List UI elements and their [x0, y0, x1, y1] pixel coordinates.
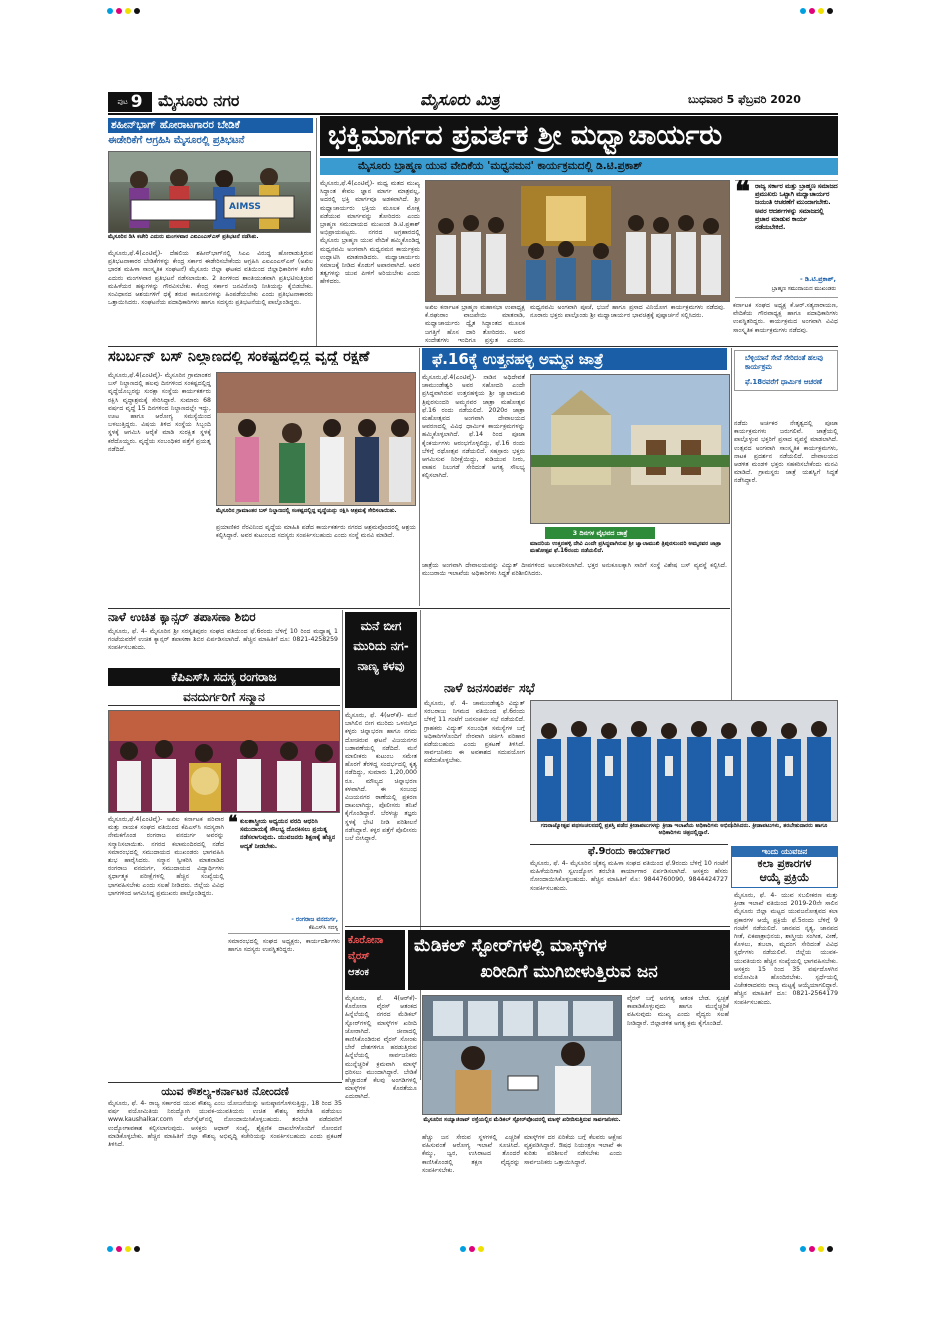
corona-kicker-3: ಆತಂಕ [348, 967, 369, 978]
kpsc-quote-role: ಕೆಪಿಎಸ್‌ಸಿ ಸದಸ್ಯ [308, 925, 338, 931]
theft-headline-1: ಮನೆ ಬೀಗ [360, 619, 402, 633]
shaheen-body: ಮೈಸೂರು,ಫೆ.4(ಎಂಟಿವೈ)- ದೆಹಲಿಯ ಶಹೀನ್‌ಭಾಗ್‌ನಲ್ಲಿ ಸಿಎಎ ವಿರುದ್ಧ ಹೋರಾಡುತ್ತಿರುವ ಪ್ರತಿಭಟನಾಕಾರರ ಬೇಡಿಕೆಗಳನ್ನು ಕೇಂದ್ರ ಸರ್ಕಾರ ಈಡೇರಿಸಬೇಕೆಂದು ಆಗ್ರಹಿಸಿ ಎಐಎಂಎಸ್‌ಎಸ್ (ಅಖಿಲ ಭಾರತ ಮಹಿಳಾ ಸಾಂಸ್ಕೃತಿಕ ಸಂಘಟನೆ) ಮೈಸೂರು ಜಿಲ್ಲಾ ಘಟಕದ ವತಿಯಿಂದ ಜಿಲ್ಲಾಧಿಕಾರಿಗಳ ಕಚೇರಿ ಎದುರು ಮಂಗಳವಾರ ಪ್ರತಿಭಟನೆ ನಡೆಸಲಾಯಿತು. 2 ತಿಂಗಳಿಂದ ಶಾಂತಿಯುತವಾಗಿ ಪ್ರತಿಭಟಿಸುತ್ತಿರುವ ಮಹಿಳೆಯರ ಹಕ್ಕುಗಳನ್ನು ಗೌರವಿಸಬೇಕು. ಕೇಂದ್ರ ಸರ್ಕಾರ ಜನವಿರೋಧಿ ನೀತಿಯನ್ನು ಕೈಬಿಡಬೇಕು. ಸಂವಿಧಾನದ ಆಶಯಗಳಿಗೆ ಧಕ್ಕೆ ತರುವ ಕಾನೂನುಗಳನ್ನು ಹಿಂಪಡೆಯಬೇಕು ಎಂದು ಪ್ರತಿಭಟನಾಕಾರರು ಒತ್ತಾಯಿಸಿದರು. ಸಂಘಟನೆಯ ಪದಾಧಿಕಾರಿಗಳು ಹಾಗೂ ಸದಸ್ಯರು ಪ್ರತಿಭಟನೆಯಲ್ಲಿ ಪಾಲ್ಗೊಂಡಿದ್ದರು. [108, 250, 313, 307]
kala-headline-2: ಆಯ್ಕೆ ಪ್ರಕ್ರಿಯೆ [759, 871, 810, 884]
kala-box [731, 846, 838, 888]
medical-store-photo [422, 995, 622, 1115]
jatre-photo-tag: 3 ದಿನಗಳ ವೈಭವದ ಜಾತ್ರೆ [545, 527, 655, 539]
sidebar-bullet-2: ಫೆ.18ರವರೆಗೆ ಧಾರ್ಮಿಕ ಆಚರಣೆ [745, 378, 822, 386]
quote-mark-icon: ❝ [228, 812, 238, 833]
kpsc-headline-1: ಕೆಪಿಎಸ್‌ಸಿ ಸದಸ್ಯ ರಂಗರಾಜ [108, 668, 340, 686]
corona-headline-2: ಖರೀದಿಗೆ ಮುಗಿಬೀಳುತ್ತಿರುವ ಜನ [480, 962, 658, 982]
theft-body: ಮೈಸೂರು, ಫೆ. 4(ಆರ್‌ಕೆ)- ಮನೆ ಬಾಗಿಲಿನ ಬೀಗ ಮುರಿದು ಒಳನುಗ್ಗಿದ ಕಳ್ಳರು ಚಿನ್ನಾಭರಣ ಹಾಗೂ ನಗದು ದೋಚಿರುವ ಘಟನೆ ವಿಜಯನಗರ ಬಡಾವಣೆಯಲ್ಲಿ ನಡೆದಿದೆ. ಮನೆ ಮಾಲೀಕರು ಕುಟುಂಬ ಸಮೇತ ಹೊರಗೆ ತೆರಳಿದ್ದ ಸಂದರ್ಭದಲ್ಲಿ ಕೃತ್ಯ ನಡೆದಿದ್ದು, ಸುಮಾರು 1,20,000 ರೂ. ಮೌಲ್ಯದ ಚಿನ್ನಾಭರಣ ಕಳವಾಗಿದೆ. ಈ ಸಂಬಂಧ ವಿಜಯನಗರ ಠಾಣೆಯಲ್ಲಿ ಪ್ರಕರಣ ದಾಖಲಾಗಿದ್ದು, ಪೊಲೀಸರು ತನಿಖೆ ಕೈಗೊಂಡಿದ್ದಾರೆ. ಬೆರಳಚ್ಚು ತಜ್ಞರು ಸ್ಥಳಕ್ಕೆ ಭೇಟಿ ನೀಡಿ ಪರಿಶೀಲನೆ ನಡೆಸಿದ್ದಾರೆ. ಕಳ್ಳರ ಪತ್ತೆಗೆ ಪೊಲೀಸರು ಬಲೆ ಬೀಸಿದ್ದಾರೆ. [345, 712, 417, 843]
suburban-photo-art [217, 373, 416, 506]
corona-caption: ಮೈಸೂರಿನ ಸಯ್ಯಾಜಿರಾವ್ ರಸ್ತೆಯಲ್ಲಿನ ಮೆಡಿಕಲ್ ಸ್ಟೋರ್‌ವೊಂದರಲ್ಲಿ ಮಾಸ್ಕ್ ಖರೀದಿಸುತ್ತಿರುವ ಸಾರ್ವಜನಿಕರು. [423, 1117, 621, 1123]
suburban-caption: ಮೈಸೂರಿನ ಗ್ರಾಮಾಂತರ ಬಸ್ ನಿಲ್ದಾಣದಲ್ಲಿ ಸಂಕಷ್ಟದಲ್ಲಿದ್ದ ವೃದ್ಧೆಯನ್ನು ರಕ್ಷಿಸಿ ಆಶ್ರಮಕ್ಕೆ ಸೇರಿಸಲಾಯಿತು. [216, 508, 397, 514]
madhwa-group-photo [425, 180, 730, 302]
registration-dot [134, 8, 140, 14]
registration-dot [818, 8, 824, 14]
page-label: ಪುಟ [117, 97, 128, 106]
kpsc-body: ಮೈಸೂರು,ಫೆ.4(ಎಂಟಿವೈ)- ಅಖಿಲ ಕರ್ನಾಟಕ ಪರಿವಾರ ಮತ್ತು ನಾಯಕ ಸಂಘದ ವತಿಯಿಂದ ಕೆಪಿಎಸ್‌ಸಿ ಸದಸ್ಯರಾಗಿ ನೇಮಕಗೊಂಡ ರಂಗರಾಜ ವನದುರ್ಗ ಅವರನ್ನು ಸನ್ಮಾನಿಸಲಾಯಿತು. ನಗರದ ಕಲಾಮಂದಿರದಲ್ಲಿ ನಡೆದ ಸಮಾರಂಭದಲ್ಲಿ ಸಮುದಾಯದ ಮುಖಂಡರು ಭಾಗವಹಿಸಿ ಶುಭ ಹಾರೈಸಿದರು. ಸನ್ಮಾನ ಸ್ವೀಕರಿಸಿ ಮಾತನಾಡಿದ ರಂಗರಾಜ ವನದುರ್ಗ, ಸಮುದಾಯದ ವಿದ್ಯಾರ್ಥಿಗಳು ಸ್ಪರ್ಧಾತ್ಮಕ ಪರೀಕ್ಷೆಗಳಲ್ಲಿ ಹೆಚ್ಚಿನ ಸಂಖ್ಯೆಯಲ್ಲಿ ಭಾಗವಹಿಸಬೇಕು ಎಂದು ಸಲಹೆ ನೀಡಿದರು. ಜಿಲ್ಲೆಯ ವಿವಿಧ ಭಾಗಗಳಿಂದ ಆಗಮಿಸಿದ್ದ ಪ್ರಮುಖರು ಪಾಲ್ಗೊಂಡಿದ್ದರು. [108, 816, 224, 897]
kala-headline-1: ಕಲಾ ಪ್ರಕಾರಗಳ [757, 857, 812, 870]
yuva-body: ಮೈಸೂರು, ಫೆ. 4- ರಾಜ್ಯ ಸರ್ಕಾರದ ಯುವ ಕೌಶಲ್ಯ ಎಂಬ ಯೋಜನೆಯನ್ನು ಅನುಷ್ಠಾನಗೊಳಿಸುತ್ತಿದ್ದು, 18 ರಿಂದ 35 ವರ್ಷ ವಯೋಮಿತಿಯ ನಿರುದ್ಯೋಗಿ ಯುವಕ-ಯುವತಿಯರು ಉಚಿತ ಕೌಶಲ್ಯ ತರಬೇತಿ ಪಡೆಯಲು www.kaushalkar.com ವೆಬ್‌ಸೈಟ್‌ನಲ್ಲಿ ನೋಂದಾಯಿಸಿಕೊಳ್ಳಬಹುದು. ತರಬೇತಿ ಪಡೆದವರಿಗೆ ಉದ್ಯೋಗಾವಕಾಶ ಕಲ್ಪಿಸಲಾಗುವುದು. ಆಸಕ್ತರು ಆಧಾರ್ ಸಂಖ್ಯೆ, ಶೈಕ್ಷಣಿಕ ದಾಖಲೆಗಳೊಂದಿಗೆ ನೋಂದಣಿ ಮಾಡಿಕೊಳ್ಳಬೇಕು. ಹೆಚ್ಚಿನ ಮಾಹಿತಿಗೆ ಜಿಲ್ಲಾ ಕೌಶಲ್ಯ ಅಭಿವೃದ್ಧಿ ಕಚೇರಿಯನ್ನು ಸಂಪರ್ಕಿಸಬಹುದು ಎಂದು ಪ್ರಕಟಣೆ ತಿಳಿಸಿದೆ. [108, 1100, 342, 1149]
sports-team-photo-art [531, 701, 838, 822]
section-rule [108, 1082, 342, 1083]
registration-dot [125, 1246, 131, 1252]
section-rule [345, 926, 730, 927]
kpsc-headline-2: ವನದುರ್ಗರಿಗೆ ಸನ್ಮಾನ [108, 688, 340, 706]
column-divider [342, 610, 343, 1080]
shaheen-headline-1: ಶಹೀನ್‌ಭಾಗ್ ಹೋರಾಟಗಾರರ ಬೇಡಿಕೆ [108, 118, 313, 133]
banner-text: AIMSS [229, 202, 261, 212]
madhwa-body-3: ಮಧ್ವನವಮಿ ಅಂಗವಾಗಿ ಪೂಜೆ, ಭಜನೆ ಹಾಗೂ ಪ್ರಸಾದ ವಿನಿಯೋಗ ಕಾರ್ಯಕ್ರಮಗಳು ನಡೆದವು. ನೂರಾರು ಭಕ್ತರು ಪಾಲ್ಗೊಂಡು ಶ್ರೀ ಮಧ್ವಾಚಾರ್ಯರ ಭಾವಚಿತ್ರಕ್ಕೆ ಪುಷ್ಪಾರ್ಚನೆ ಸಲ್ಲಿಸಿದರು. [530, 304, 725, 320]
page-number-badge [108, 92, 152, 112]
registration-dot [125, 8, 131, 14]
feb9-body: ಮೈಸೂರು, ಫೆ. 4- ಮೈಸೂರಿನ ಚೈತನ್ಯ ಮಹಿಳಾ ಸಂಘದ ವತಿಯಿಂದ ಫೆ.9ರಂದು ಬೆಳಿಗ್ಗೆ 10 ಗಂಟೆಗೆ ಮಹಿಳೆಯರಿಗಾಗಿ ಸ್ವಉದ್ಯೋಗ ತರಬೇತಿ ಕಾರ್ಯಾಗಾರ ಏರ್ಪಡಿಸಲಾಗಿದೆ. ಆಸಕ್ತರು ಹೆಸರು ನೋಂದಾಯಿಸಿಕೊಳ್ಳಬಹುದು. ಹೆಚ್ಚಿನ ಮಾಹಿತಿಗೆ ಮೊ: 9844760090, 9844424727 ಸಂಪರ್ಕಿಸಬಹುದು. [530, 860, 728, 892]
registration-dot [800, 8, 806, 14]
suburban-photo [216, 372, 416, 506]
registration-dot [107, 8, 113, 14]
corona-body: ಮೈಸೂರು, ಫೆ. 4(ಆರ್‌ಕೆ)- ಕೊರೋನಾ ವೈರಸ್ ಆತಂಕದ ಹಿನ್ನೆಲೆಯಲ್ಲಿ ನಗರದ ಮೆಡಿಕಲ್ ಸ್ಟೋರ್‌ಗಳಲ್ಲಿ ಮಾಸ್ಕ್‌ಗಳ ಖರೀದಿ ಜೋರಾಗಿದೆ. ಚೀನಾದಲ್ಲಿ ಕಾಣಿಸಿಕೊಂಡಿರುವ ವೈರಸ್ ಸೋಂಕು ಬೇರೆ ದೇಶಗಳಿಗೂ ಹರಡುತ್ತಿರುವ ಹಿನ್ನೆಲೆಯಲ್ಲಿ ಸಾರ್ವಜನಿಕರು ಮುನ್ನೆಚ್ಚರಿಕೆ ಕ್ರಮವಾಗಿ ಮಾಸ್ಕ್ ಧರಿಸಲು ಮುಂದಾಗಿದ್ದಾರೆ. ಬೇಡಿಕೆ ಹೆಚ್ಚಾದಂತೆ ಕೆಲವು ಅಂಗಡಿಗಳಲ್ಲಿ ಮಾಸ್ಕ್‌ಗಳ ಕೊರತೆಯೂ ಎದುರಾಗಿದೆ. [345, 995, 417, 1101]
madhwa-subhead: ಮೈಸೂರು ಬ್ರಾಹ್ಮಣ ಯುವ ವೇದಿಕೆಯ 'ಮಧ್ವನಮನ' ಕಾರ್ಯಕ್ರಮದಲ್ಲಿ ಡಿ.ಟಿ.ಪ್ರಕಾಶ್ [320, 158, 838, 175]
jatre-body-2: ಜಾತ್ರೆಯ ಅಂಗವಾಗಿ ದೇವಾಲಯವನ್ನು ವಿದ್ಯುತ್ ದೀಪಗಳಿಂದ ಅಲಂಕರಿಸಲಾಗಿದೆ. ಭಕ್ತರ ಅನುಕೂಲಕ್ಕಾಗಿ ಸಾರಿಗೆ ಸಂಸ್ಥೆ ವಿಶೇಷ ಬಸ್ ವ್ಯವಸ್ಥೆ ಕಲ್ಪಿಸಿದೆ. ಮುಜರಾಯಿ ಇಲಾಖೆಯ ಅಧಿಕಾರಿಗಳು ಸಿದ್ಧತೆ ಪರಿಶೀಲಿಸಿದರು. [422, 562, 727, 578]
madhwa-body-2: ಅಖಿಲ ಕರ್ನಾಟಕ ಬ್ರಾಹ್ಮಣ ಮಹಾಸಭಾ ಉಪಾಧ್ಯಕ್ಷ ಕೆ.ರಘುರಾಂ ವಾಜಪೇಯಿ ಮಾತನಾಡಿ, ಮಧ್ವಾಚಾರ್ಯರು ದ್ವೈತ ಸಿದ್ಧಾಂತದ ಮೂಲಕ ಜಗತ್ತಿಗೆ ಹೊಸ ದಾರಿ ತೋರಿದರು. ಅವರ ಸಂದೇಶಗಳು ಇಂದಿಗೂ ಪ್ರಸ್ತುತ ಎಂದರು. [425, 304, 525, 344]
registration-dot [460, 1246, 466, 1252]
section-rule [108, 346, 838, 347]
issue-date: ಬುಧವಾರ 5 ಫೆಬ್ರವರಿ 2020 [688, 93, 801, 106]
sidebar-bullets [734, 350, 838, 391]
jatre-headline: ಫೆ.16ಕ್ಕೆ ಉತ್ತನಹಳ್ಳಿ ಅಮ್ಮನ ಜಾತ್ರೆ [422, 348, 727, 370]
registration-dot [469, 1246, 475, 1252]
registration-dot [116, 1246, 122, 1252]
registration-dot [827, 8, 833, 14]
theft-headline-3: ನಾಣ್ಯ ಕಳವು [357, 659, 405, 673]
column-divider [316, 118, 317, 346]
corona-headline-box [408, 930, 730, 990]
madhwa-pullquote: ರಾಜ್ಯ ಸರ್ಕಾರ ಮತ್ತು ಬ್ರಾಹ್ಮಣ ಸಮಾಜದ ಪ್ರಮುಖರು ಒಟ್ಟಾಗಿ ಮಧ್ವಾಚಾರ್ಯರ ಜಯಂತಿ ಆಚರಣೆಗೆ ಮುಂದಾಗಬೇಕು. ಅವರ ಆದರ್ಶಗಳನ್ನು ಸಮಾಜದಲ್ಲಿ ಪ್ರಚಾರ ಮಾಡುವ ಕಾರ್ಯ ನಡೆಯಬೇಕಿದೆ. [755, 183, 838, 232]
cancer-headline: ನಾಳೆ ಉಚಿತ ಕ್ಯಾನ್ಸರ್ ತಪಾಸಣಾ ಶಿಬಿರ [108, 610, 256, 624]
kala-body: ಮೈಸೂರು, ಫೆ. 4- ಯುವ ಸಬಲೀಕರಣ ಮತ್ತು ಕ್ರೀಡಾ ಇಲಾಖೆ ವತಿಯಿಂದ 2019-20ನೇ ಸಾಲಿನ ಮೈಸೂರು ಜಿಲ್ಲಾ ಮಟ್ಟದ ಯುವಜನೋತ್ಸವದ ಕಲಾ ಪ್ರಕಾರಗಳ ಆಯ್ಕೆ ಪ್ರಕ್ರಿಯೆ ಫೆ.5ರಂದು ಬೆಳಿಗ್ಗೆ 9 ಗಂಟೆಗೆ ನಡೆಯಲಿದೆ. ಜಾನಪದ ನೃತ್ಯ, ಜಾನಪದ ಗೀತೆ, ಏಕಪಾತ್ರಾಭಿನಯ, ಶಾಸ್ತ್ರೀಯ ಸಂಗೀತ, ವೀಣೆ, ಕೊಳಲು, ತಬಲಾ, ಮೃದಂಗ ಸೇರಿದಂತೆ ವಿವಿಧ ಸ್ಪರ್ಧೆಗಳು ನಡೆಯಲಿವೆ. ಜಿಲ್ಲೆಯ ಯುವಕ-ಯುವತಿಯರು ಹೆಚ್ಚಿನ ಸಂಖ್ಯೆಯಲ್ಲಿ ಭಾಗವಹಿಸಬೇಕು. ಆಸಕ್ತರು 15 ರಿಂದ 35 ವರ್ಷದೊಳಗಿನ ವಯೋಮಿತಿ ಹೊಂದಿರಬೇಕು. ಸ್ಪರ್ಧೆಯಲ್ಲಿ ವಿಜೇತರಾದವರು ರಾಜ್ಯ ಮಟ್ಟಕ್ಕೆ ಆಯ್ಕೆಯಾಗಲಿದ್ದಾರೆ. ಹೆಚ್ಚಿನ ಮಾಹಿತಿಗೆ ದೂ: 0821-2564179 ಸಂಪರ್ಕಿಸಬಹುದು. [734, 892, 838, 1006]
corona-body-4: ವೈರಸ್ ಬಗ್ಗೆ ಅನಗತ್ಯ ಆತಂಕ ಬೇಡ. ಸ್ವಚ್ಛತೆ ಕಾಪಾಡಿಕೊಳ್ಳುವುದು ಹಾಗೂ ಮುನ್ನೆಚ್ಚರಿಕೆ ವಹಿಸುವುದು ಮುಖ್ಯ ಎಂದು ವೈದ್ಯರು ಸಲಹೆ ನೀಡಿದ್ದಾರೆ. ಜಿಲ್ಲಾಡಳಿತ ಅಗತ್ಯ ಕ್ರಮ ಕೈಗೊಂಡಿದೆ. [627, 995, 729, 1027]
registration-dot [134, 1246, 140, 1252]
sports-caption: ಗಣರಾಜ್ಯೋತ್ಸವ ಪಥಸಂಚಲನದಲ್ಲಿ ಪ್ರಶಸ್ತಿ ಪಡೆದ ಕ್ರೀಡಾಪಟುಗಳನ್ನು ಕ್ರೀಡಾ ಇಲಾಖೆಯ ಅಧಿಕಾರಿಗಳು ಅಭಿನಂದಿಸಿದರು. ಕ್ರೀಡಾಪಟುಗಳು, ತರಬೇತುದಾರರು ಹಾಗೂ ಅಧಿಕಾರಿಗಳು ಚಿತ್ರದಲ್ಲಿದ್ದಾರೆ. [540, 823, 828, 836]
protest-photo [108, 151, 311, 233]
section-rule [108, 608, 730, 609]
madhwa-group-photo-art [426, 181, 730, 302]
theft-headline-box [345, 612, 417, 708]
paper-logo: ಮೈಸೂರು ಮಿತ್ರ [420, 90, 500, 109]
corona-headline-1: ಮೆಡಿಕಲ್ ಸ್ಟೋರ್‌ಗಳಲ್ಲಿ ಮಾಸ್ಕ್‌ಗಳ [414, 936, 607, 956]
quote-mark-icon: ❝ [735, 175, 751, 208]
registration-dot [809, 8, 815, 14]
corona-kicker-2: ವೈರಸ್ [348, 951, 370, 962]
masthead-rule [108, 113, 838, 115]
medical-store-photo-art [423, 996, 622, 1115]
suburban-body: ಮೈಸೂರು,ಫೆ.4(ಎಂಟಿವೈ)- ಮೈಸೂರಿನ ಗ್ರಾಮಾಂತರ ಬಸ್ ನಿಲ್ದಾಣದಲ್ಲಿ ಹಲವು ದಿನಗಳಿಂದ ಸಂಕಷ್ಟದಲ್ಲಿದ್ದ ವೃದ್ಧೆಯೊಬ್ಬರನ್ನು ಸುರಕ್ಷಾ ಸಂಸ್ಥೆಯ ಕಾರ್ಯಕರ್ತರು ರಕ್ಷಿಸಿ ವೃದ್ಧಾಶ್ರಮಕ್ಕೆ ಸೇರಿಸಿದ್ದಾರೆ. ಸುಮಾರು 68 ವರ್ಷದ ವೃದ್ಧೆ 15 ದಿನಗಳಿಂದ ನಿಲ್ದಾಣದಲ್ಲೇ ಇದ್ದು, ಊಟ ಹಾಗೂ ಆರೋಗ್ಯ ಸಮಸ್ಯೆಯಿಂದ ಬಳಲುತ್ತಿದ್ದರು. ವಿಷಯ ತಿಳಿದ ಸಂಸ್ಥೆಯ ಸಿಬ್ಬಂದಿ ಸ್ಥಳಕ್ಕೆ ಆಗಮಿಸಿ ಆರೈಕೆ ಮಾಡಿ ಸುರಕ್ಷಿತ ಸ್ಥಳಕ್ಕೆ ಕರೆದೊಯ್ದರು. ವೃದ್ಧೆಯ ಸಂಬಂಧಿಕರ ಪತ್ತೆಗೆ ಪ್ರಯತ್ನ ನಡೆದಿದೆ. [108, 372, 211, 453]
column-divider [420, 610, 421, 1080]
temple-photo-art [531, 375, 730, 524]
sidebar-bullet-1: ಬೆಳ್ಳಿಯಾನೆ ಸೇವೆ ಸೇರಿದಂತೆ ಹಲವು ಕಾರ್ಯಕ್ರಮ [745, 354, 823, 371]
shaheen-headline-2: ಈಡೇರಿಕೆಗೆ ಆಗ್ರಹಿಸಿ ಮೈಸೂರಲ್ಲಿ ಪ್ರತಿಭಟನೆ [108, 135, 245, 146]
registration-dot [800, 1246, 806, 1252]
registration-dot [818, 1246, 824, 1252]
kpsc-body-2: ಸಮಾರಂಭದಲ್ಲಿ ಸಂಘದ ಅಧ್ಯಕ್ಷರು, ಕಾರ್ಯದರ್ಶಿಗಳು ಹಾಗೂ ಸದಸ್ಯರು ಉಪಸ್ಥಿತರಿದ್ದರು. [228, 938, 340, 954]
corona-body-3: ಮಾಸ್ಕ್‌ಗಳ ದರ ಏರಿಕೆಯ ಬಗ್ಗೆ ಕೆಲವರು ಆಕ್ಷೇಪ ವ್ಯಕ್ತಪಡಿಸಿದ್ದಾರೆ. ಔಷಧ ನಿಯಂತ್ರಣ ಇಲಾಖೆ ಈ ಕುರಿತು ಪರಿಶೀಲನೆ ನಡೆಸಬೇಕು ಎಂದು ಸಾರ್ವಜನಿಕರು ಒತ್ತಾಯಿಸಿದ್ದಾರೆ. [524, 1134, 622, 1166]
corona-kicker-1: ಕೊರೋನಾ [348, 935, 384, 946]
kpsc-pullquote-box [228, 812, 340, 934]
janasamparka-headline: ನಾಳೆ ಜನಸಂಪರ್ಕ ಸಭೆ [444, 680, 535, 695]
shaheen-caption: ಮೈಸೂರಿನ ಡಿಸಿ ಕಚೇರಿ ಎದುರು ಮಂಗಳವಾರ ಎಐಎಂಎಸ್‌ಎಸ್ ಪ್ರತಿಭಟನೆ ನಡೆಸಿತು. [108, 234, 259, 240]
jatre-caption: ಮಾದರಿಯ ಉತ್ತನಹಳ್ಳಿ ದೇವಿ ಎಂದೇ ಪ್ರಸಿದ್ಧವಾಗಿರುವ ಶ್ರೀ ಜ್ವಾಲಾಮುಖಿ ತ್ರಿಪುರಸುಂದರಿ ಅಮ್ಮನವರ ಜಾತ್ರಾ ಮಹೋತ್ಸವ ಫೆ.16ರಂದು ನಡೆಯಲಿದೆ. [530, 541, 722, 554]
sports-team-photo [530, 700, 838, 822]
temple-photo [530, 374, 730, 524]
corona-kicker-box [345, 930, 405, 990]
registration-dot [107, 1246, 113, 1252]
kala-kicker: ಇಂದು ಯುವಜನ [732, 847, 837, 857]
registration-dot [827, 1246, 833, 1252]
cancer-body: ಮೈಸೂರು, ಫೆ. 4- ಮೈಸೂರಿನ ಶ್ರೀ ಸರಸ್ವತಿಪುರಂ ಸಂಘದ ವತಿಯಿಂದ ಫೆ.6ರಂದು ಬೆಳಿಗ್ಗೆ 10 ರಿಂದ ಮಧ್ಯಾಹ್ನ 1 ಗಂಟೆಯವರೆಗೆ ಉಚಿತ ಕ್ಯಾನ್ಸರ್ ತಪಾಸಣಾ ಶಿಬಿರ ಏರ್ಪಡಿಸಲಾಗಿದೆ. ಹೆಚ್ಚಿನ ಮಾಹಿತಿಗೆ ದೂ: 0821-4258259 ಸಂಪರ್ಕಿಸಬಹುದು. [108, 628, 338, 652]
yuva-headline: ಯುವ ಕೌಶಲ್ಯ-ಕರ್ನಾಟಕ ನೋಂದಣಿ [161, 1085, 289, 1098]
janasamparka-body: ಮೈಸೂರು, ಫೆ. 4- ಚಾಮುಂಡೇಶ್ವರಿ ವಿದ್ಯುತ್ ಸರಬರಾಜು ನಿಗಮದ ವತಿಯಿಂದ ಫೆ.6ರಂದು ಬೆಳಿಗ್ಗೆ 11 ಗಂಟೆಗೆ ಜನಸಂಪರ್ಕ ಸಭೆ ನಡೆಯಲಿದೆ. ಗ್ರಾಹಕರು ವಿದ್ಯುತ್ ಸಂಬಂಧಿತ ಸಮಸ್ಯೆಗಳ ಬಗ್ಗೆ ಅಧಿಕಾರಿಗಳೊಂದಿಗೆ ನೇರವಾಗಿ ಚರ್ಚಿಸಿ ಪರಿಹಾರ ಪಡೆಯಬಹುದು ಎಂದು ಪ್ರಕಟಣೆ ತಿಳಿಸಿದೆ. ಸಾರ್ವಜನಿಕರು ಈ ಅವಕಾಶದ ಸದುಪಯೋಗ ಪಡೆದುಕೊಳ್ಳಬೇಕು. [424, 700, 525, 765]
sidebar-body: ನಡೆದು ಅರ್ಚಕರ ನೇತೃತ್ವದಲ್ಲಿ ಪೂಜಾ ಕಾರ್ಯಕ್ರಮಗಳು ಜರುಗಲಿವೆ. ಜಾತ್ರೆಯಲ್ಲಿ ಪಾಲ್ಗೊಳ್ಳುವ ಭಕ್ತರಿಗೆ ಪ್ರಸಾದ ವ್ಯವಸ್ಥೆ ಮಾಡಲಾಗಿದೆ. ಉತ್ಸವದ ಅಂಗವಾಗಿ ಸಾಂಸ್ಕೃತಿಕ ಕಾರ್ಯಕ್ರಮಗಳು, ನಾಟಕ ಪ್ರದರ್ಶನ ನಡೆಯಲಿದೆ. ದೇವಾಲಯದ ಆಡಳಿತ ಮಂಡಳಿ ಭಕ್ತರು ಸಹಕರಿಸಬೇಕೆಂದು ಮನವಿ ಮಾಡಿದೆ. ಗ್ರಾಮಸ್ಥರು ಜಾತ್ರೆ ಯಶಸ್ವಿಗೆ ಸಿದ್ಧತೆ ನಡೆಸಿದ್ದಾರೆ. [734, 420, 838, 485]
section-rule [530, 844, 728, 845]
corona-body-2: ಹೆಚ್ಚು ಜನ ಸೇರುವ ಸ್ಥಳಗಳಲ್ಲಿ ಎಚ್ಚರಿಕೆ ವಹಿಸುವಂತೆ ಆರೋಗ್ಯ ಇಲಾಖೆ ಸೂಚಿಸಿದೆ. ಕೆಮ್ಮು, ಜ್ವರ, ಉಸಿರಾಟದ ತೊಂದರೆ ಕಾಣಿಸಿಕೊಂಡಲ್ಲಿ ತಕ್ಷಣ ವೈದ್ಯರನ್ನು ಸಂಪರ್ಕಿಸಬೇಕು. [422, 1134, 520, 1174]
madhwa-headline: ಭಕ್ತಿಮಾರ್ಗದ ಪ್ರವರ್ತಕ ಶ್ರೀ ಮಧ್ವಾಚಾರ್ಯರು [320, 116, 838, 156]
suburban-headline: ಸಬರ್ಬನ್ ಬಸ್ ನಿಲ್ದಾಣದಲ್ಲಿ ಸಂಕಷ್ಟದಲ್ಲಿದ್ದ ವೃದ್ಧೆ ರಕ್ಷಣೆ [108, 349, 370, 365]
madhwa-pullquote-box [735, 175, 838, 298]
kpsc-photo [108, 710, 340, 813]
column-divider [419, 348, 420, 606]
suburban-body-2: ಪ್ರಯಾಣಿಕರ ನೆರವಿನಿಂದ ವೃದ್ಧೆಯ ಮಾಹಿತಿ ಪಡೆದ ಕಾರ್ಯಕರ್ತರು ನಗರದ ಆಶ್ರಮವೊಂದರಲ್ಲಿ ಆಶ್ರಯ ಕಲ್ಪಿಸಿದ್ದಾರೆ. ಅವರ ಕುಟುಂಬದ ಸದಸ್ಯರು ಸಂಪರ್ಕಿಸಬಹುದು ಎಂದು ಸಂಸ್ಥೆ ಮನವಿ ಮಾಡಿದೆ. [216, 524, 416, 540]
jatre-body: ಮೈಸೂರು,ಫೆ.4(ಎಂಟಿವೈ)- ನಾಡಿನ ಅಧಿದೇವತೆ ಚಾಮುಂಡೇಶ್ವರಿ ಅವರ ಸಹೋದರಿ ಎಂದೇ ಪ್ರಸಿದ್ಧವಾಗಿರುವ ಉತ್ತನಹಳ್ಳಿಯ ಶ್ರೀ ಜ್ವಾಲಾಮುಖಿ ತ್ರಿಪುರಸುಂದರಿ ಅಮ್ಮನವರ ಜಾತ್ರಾ ಮಹೋತ್ಸವ ಫೆ.16 ರಂದು ನಡೆಯಲಿದೆ. 2020ರ ಜಾತ್ರಾ ಮಹೋತ್ಸವದ ಅಂಗವಾಗಿ ದೇವಾಲಯದ ಆವರಣದಲ್ಲಿ ವಿವಿಧ ಧಾರ್ಮಿಕ ಕಾರ್ಯಕ್ರಮಗಳನ್ನು ಹಮ್ಮಿಕೊಳ್ಳಲಾಗಿದೆ. ಫೆ.14 ರಿಂದ ಪೂಜಾ ಕೈಂಕರ್ಯಗಳು ಆರಂಭಗೊಳ್ಳಲಿದ್ದು, ಫೆ.16 ರಂದು ಬೆಳಿಗ್ಗೆ ರಥೋತ್ಸವ ನಡೆಯಲಿದೆ. ಸಹಸ್ರಾರು ಭಕ್ತರು ಆಗಮಿಸುವ ನಿರೀಕ್ಷೆಯಿದ್ದು, ಕುಡಿಯುವ ನೀರು, ವಾಹನ ನಿಲುಗಡೆ ಸೇರಿದಂತೆ ಅಗತ್ಯ ಸೌಲಭ್ಯ ಕಲ್ಪಿಸಲಾಗಿದೆ. [422, 374, 525, 480]
madhwa-quote-author: - ಡಿ.ಟಿ.ಪ್ರಕಾಶ್, [799, 275, 836, 283]
madhwa-body-4: ಕರ್ನಾಟಕ ಸಂಘದ ಅಧ್ಯಕ್ಷ ಕೆ.ಆರ್.ಸತ್ಯನಾರಾಯಣ, ವೇದಿಕೆಯ ಗೌರವಾಧ್ಯಕ್ಷ ಹಾಗೂ ಪದಾಧಿಕಾರಿಗಳು ಉಪಸ್ಥಿತರಿದ್ದರು. ಕಾರ್ಯಕ್ರಮದ ಅಂಗವಾಗಿ ವಿವಿಧ ಸಾಂಸ್ಕೃತಿಕ ಕಾರ್ಯಕ್ರಮಗಳು ನಡೆದವು. [733, 302, 838, 334]
registration-dot [116, 8, 122, 14]
kpsc-photo-art [109, 711, 340, 813]
feb9-headline: ಫೆ.9ರಂದು ಕಾರ್ಯಾಗಾರ [587, 846, 671, 857]
kpsc-pullquote: ಕುಲಶಾಸ್ತ್ರೀಯ ಅಧ್ಯಯನ ವರದಿ ಆಧರಿಸಿ ಸಮುದಾಯಕ್ಕೆ ಸೌಲಭ್ಯ ದೊರಕಿಸಲು ಪ್ರಯತ್ನ ನಡೆಸಲಾಗುವುದು. ಯುವಜನರು ಶಿಕ್ಷಣಕ್ಕೆ ಹೆಚ್ಚಿನ ಆದ್ಯತೆ ನೀಡಬೇಕು. [240, 818, 336, 850]
madhwa-quote-role: ಬ್ರಾಹ್ಮಣ ಸಮುದಾಯದ ಮುಖಂಡರು [771, 286, 836, 292]
page-number: 9 [130, 92, 143, 112]
theft-headline-2: ಮುರಿದು ನಗ- [353, 639, 409, 653]
kpsc-quote-author: - ರಂಗರಾಜ ವನದುರ್ಗ, [291, 916, 338, 923]
section-title: ಮೈಸೂರು ನಗರ [158, 91, 240, 110]
protest-photo-art [109, 152, 311, 233]
madhwa-body-1: ಮೈಸೂರು,ಫೆ.4(ಎಂಟಿವೈ)- ಮಧ್ವ ಮತದ ಮುಖ್ಯ ಸಿದ್ಧಾಂತ ಕೇವಲ ಜ್ಞಾನ ಮಾರ್ಗ ಮಾತ್ರವಲ್ಲ, ಅದರಲ್ಲಿ ಭಕ್ತಿ ಮಾರ್ಗವೂ ಅಡಕವಾಗಿದೆ. ಶ್ರೀ ಮಧ್ವಾಚಾರ್ಯರು ಭಕ್ತಿಯ ಮೂಲಕ ಮೋಕ್ಷ ಪಡೆಯುವ ಮಾರ್ಗವನ್ನು ತೋರಿದರು ಎಂದು ಬ್ರಾಹ್ಮಣ ಸಮುದಾಯದ ಮುಖಂಡ ಡಿ.ಟಿ.ಪ್ರಕಾಶ್ ಅಭಿಪ್ರಾಯಪಟ್ಟರು. ನಗರದ ಅಗ್ರಹಾರದಲ್ಲಿ ಮೈಸೂರು ಬ್ರಾಹ್ಮಣ ಯುವ ವೇದಿಕೆ ಹಮ್ಮಿಕೊಂಡಿದ್ದ ಮಧ್ವನವಮಿ ಅಂಗವಾಗಿ ಮಧ್ವನಮನ ಕಾರ್ಯಕ್ರಮ ಉದ್ಘಾಟಿಸಿ ಮಾತನಾಡಿದರು. ಮಧ್ವಾಚಾರ್ಯರು ಸಮಾಜಕ್ಕೆ ನೀಡಿದ ಕೊಡುಗೆ ಅಪಾರವಾಗಿದೆ. ಅವರ ತತ್ವಗಳನ್ನು ಯುವ ಪೀಳಿಗೆ ಅರಿಯಬೇಕು ಎಂದು ಹೇಳಿದರು. [320, 180, 420, 286]
registration-dot [478, 1246, 484, 1252]
registration-dot [809, 1246, 815, 1252]
